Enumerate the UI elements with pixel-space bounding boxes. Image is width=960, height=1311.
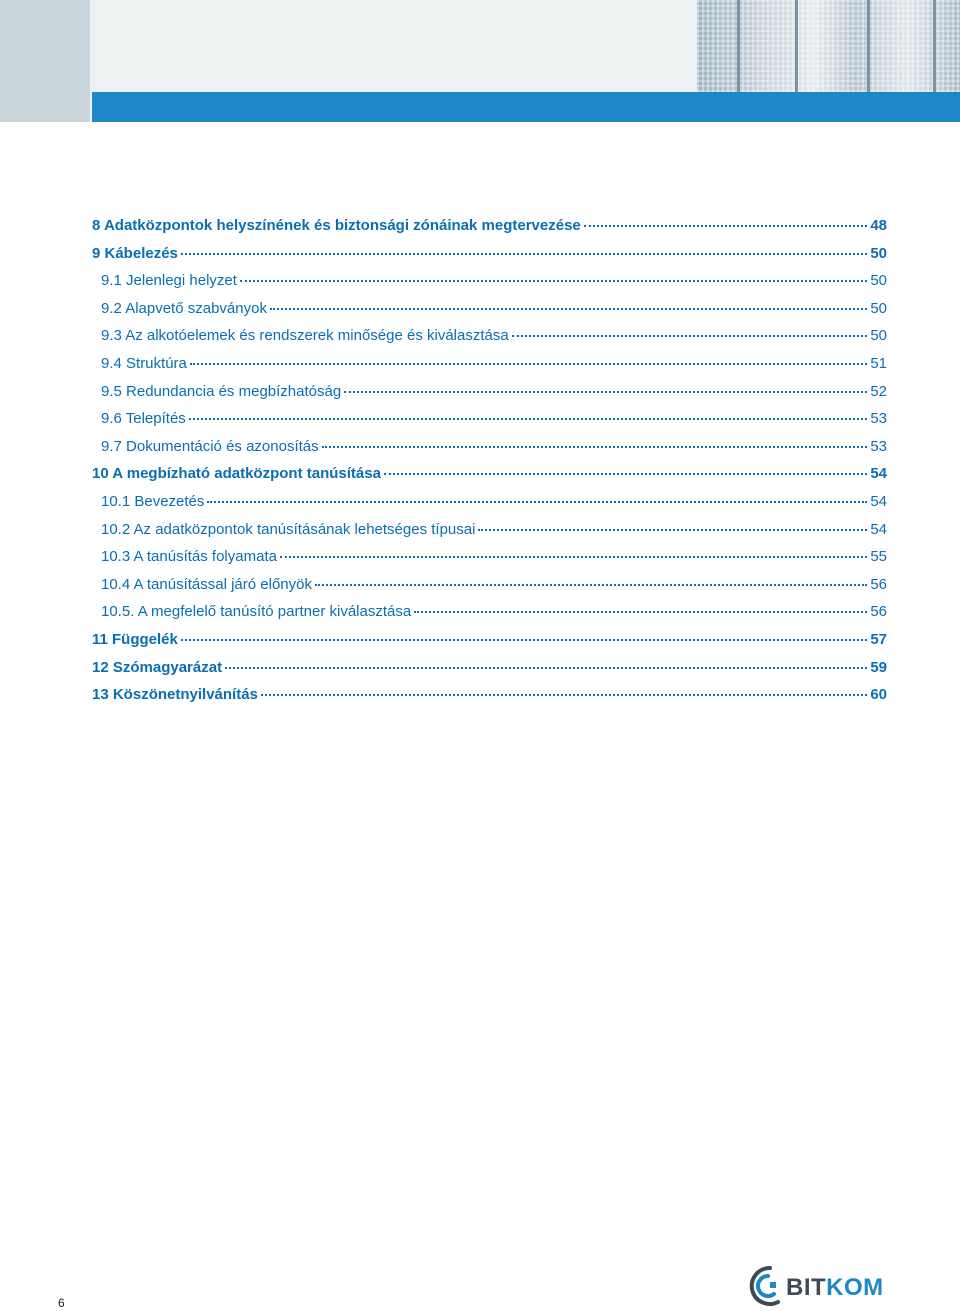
toc-entry[interactable]	[92, 681, 887, 709]
toc-entry-page-number: 55	[870, 548, 887, 566]
toc-entry[interactable]	[92, 240, 887, 268]
toc-dot-leader	[270, 308, 867, 310]
toc-entry-page-number: 50	[870, 244, 887, 262]
toc-entry[interactable]	[92, 654, 887, 682]
toc-entry-title: 9.2 Alapvető szabványok	[101, 299, 267, 317]
toc-entry-title: 9.6 Telepítés	[101, 410, 186, 428]
toc-entry-title: 10.4 A tanúsítással járó előnyök	[101, 575, 312, 593]
toc-entry-title: 9.1 Jelenlegi helyzet	[101, 272, 237, 290]
toc-entry-title: 13 Köszönetnyilvánítás	[92, 686, 258, 704]
toc-dot-leader	[322, 446, 867, 448]
rack-edge	[737, 0, 740, 92]
page-number: 6	[58, 1296, 65, 1310]
toc-entry[interactable]	[92, 543, 887, 571]
toc-entry-page-number: 56	[870, 603, 887, 621]
toc-dot-leader	[478, 529, 867, 531]
toc-entry-title: 10.3 A tanúsítás folyamata	[101, 548, 277, 566]
toc-entry-title: 8 Adatközpontok helyszínének és biztonsági zónáinak megtervezése	[92, 217, 581, 234]
rack-edge	[867, 0, 870, 92]
toc-dot-leader	[181, 639, 867, 641]
toc-entry[interactable]	[92, 350, 887, 378]
toc-dot-leader	[315, 584, 867, 586]
toc-dot-leader	[189, 418, 867, 420]
bitkom-logo	[744, 1262, 894, 1310]
toc-entry-title: 10.1 Bevezetés	[101, 492, 205, 510]
logo-text-kom: KOM	[826, 1274, 884, 1301]
toc-entry-page-number: 51	[870, 354, 887, 372]
toc-entry-page-number: 50	[870, 299, 887, 317]
toc-dot-leader	[512, 335, 867, 337]
toc-entry[interactable]	[92, 516, 887, 544]
toc-dot-leader	[414, 611, 867, 613]
toc-entry-page-number: 60	[870, 686, 887, 704]
toc-entry-page-number: 54	[870, 520, 887, 538]
table-of-contents	[92, 212, 887, 709]
toc-entry-title: 10.5. A megfelelő tanúsító partner kiválasztása	[101, 603, 412, 621]
toc-entry-page-number: 50	[870, 272, 887, 290]
toc-dot-leader	[344, 391, 867, 393]
toc-entry[interactable]	[92, 571, 887, 599]
toc-entry-title: 12 Szómagyarázat	[92, 658, 223, 676]
toc-dot-leader	[280, 556, 867, 558]
toc-entry-page-number: 54	[870, 492, 887, 510]
toc-entry-title: 10 A megbízható adatközpont tanúsítása	[92, 465, 381, 483]
toc-dot-leader	[207, 501, 867, 503]
header-left-panel	[0, 0, 90, 122]
rack-edge	[795, 0, 798, 92]
toc-entry[interactable]	[92, 460, 887, 488]
toc-entry-page-number: 53	[870, 437, 887, 455]
rack-edge	[933, 0, 936, 92]
toc-entry[interactable]	[92, 488, 887, 516]
toc-entry-title: 9.5 Redundancia és megbízhatóság	[101, 382, 342, 400]
toc-entry-title: 9.4 Struktúra	[101, 354, 187, 372]
toc-entry-page-number: 53	[870, 410, 887, 428]
toc-dot-leader	[584, 225, 867, 227]
toc-entry[interactable]	[92, 433, 887, 461]
toc-entry-page-number: 57	[870, 630, 887, 648]
toc-dot-leader	[384, 473, 867, 475]
toc-entry[interactable]	[92, 295, 887, 323]
toc-entry-page-number: 54	[870, 465, 887, 483]
bitkom-logo-mark-icon	[744, 1262, 788, 1310]
toc-dot-leader	[261, 694, 867, 696]
toc-entry[interactable]	[92, 212, 887, 240]
toc-entry[interactable]	[92, 378, 887, 406]
toc-entry[interactable]	[92, 267, 887, 295]
toc-dot-leader	[240, 280, 867, 282]
bitkom-logo-text	[786, 1274, 884, 1302]
toc-entry-title: 11 Függelék	[92, 630, 178, 648]
toc-entry[interactable]	[92, 322, 887, 350]
toc-entry-title: 9.3 Az alkotóelemek és rendszerek minősége és kiválasztása	[101, 327, 509, 345]
page-header-band	[0, 0, 960, 122]
toc-entry-title: 9.7 Dokumentáció és azonosítás	[101, 437, 319, 455]
toc-entry-page-number: 48	[870, 217, 887, 234]
toc-entry-title: 9 Kábelezés	[92, 244, 178, 262]
header-datacenter-photo	[697, 0, 960, 92]
logo-text-bit: BIT	[786, 1274, 827, 1301]
toc-entry-page-number: 59	[870, 658, 887, 676]
toc-entry[interactable]	[92, 626, 887, 654]
toc-entry-title: 10.2 Az adatközpontok tanúsításának lehetséges típusai	[101, 520, 476, 538]
toc-dot-leader	[181, 253, 867, 255]
toc-entry-page-number: 56	[870, 575, 887, 593]
header-blue-stripe	[92, 92, 960, 122]
toc-entry[interactable]	[92, 405, 887, 433]
toc-entry-page-number: 52	[870, 382, 887, 400]
toc-dot-leader	[190, 363, 867, 365]
toc-entry-page-number: 50	[870, 327, 887, 345]
toc-dot-leader	[225, 667, 867, 669]
toc-entry[interactable]	[92, 598, 887, 626]
